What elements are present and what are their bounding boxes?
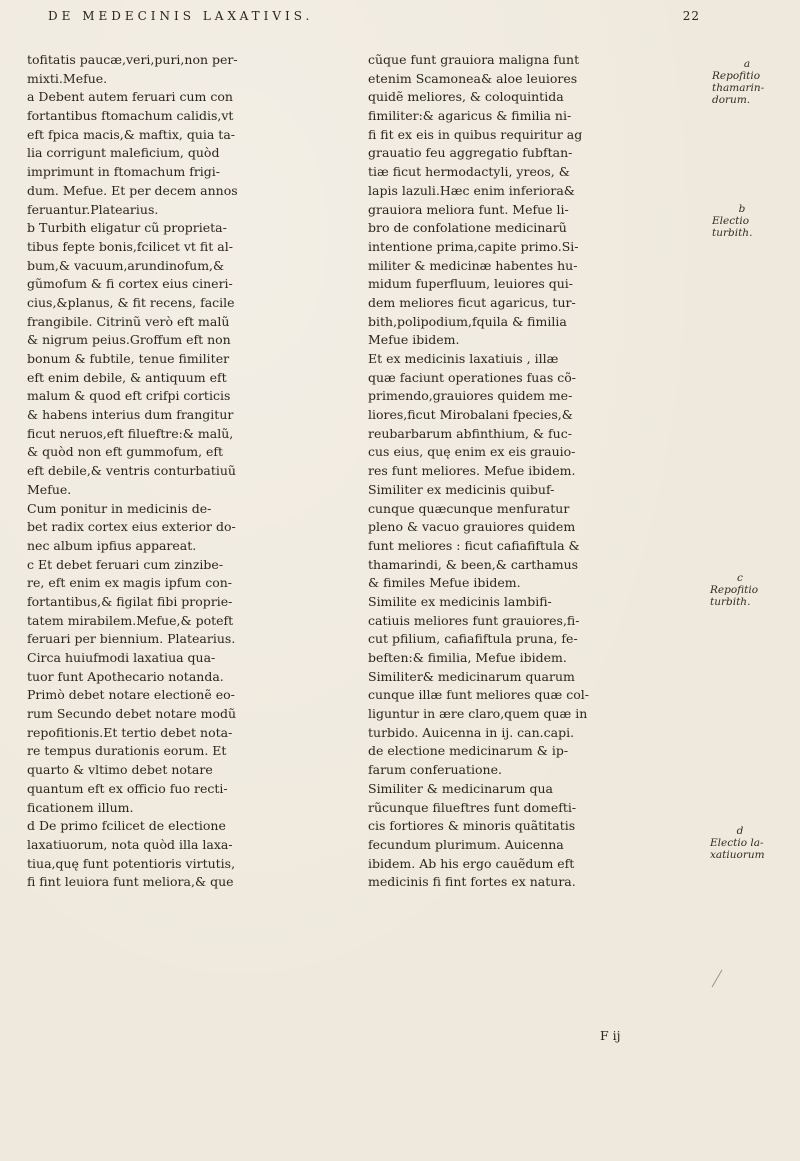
- left-column-line: tiua,quę funt potentioris virtutis,: [27, 855, 236, 871]
- right-column-line: liguntur in ære claro,quem quæ in: [368, 706, 588, 722]
- left-column-line: fortantibus,& figilat fibi proprie-: [27, 593, 233, 609]
- right-column-line: turbido. Auicenna in ij. can.capi.: [368, 724, 575, 740]
- left-column-line: ficationem illum.: [27, 799, 134, 815]
- margin-line: Repofitio: [712, 70, 761, 82]
- left-column-line: Mefue.: [27, 481, 72, 497]
- margin-note-d: [710, 825, 770, 861]
- left-column-line: mixti.Mefue.: [27, 70, 108, 86]
- right-column-line: dem meliores ficut agaricus, tur-: [368, 294, 576, 310]
- left-column-line: quantum eft ex officio fuo recti-: [27, 780, 228, 796]
- left-text-column: [27, 51, 353, 892]
- margin-letter: b: [738, 203, 746, 215]
- right-column-line: cũque funt grauiora maligna funt: [368, 52, 580, 67]
- left-column-line: bum,& vacuum,arundinofum,&: [27, 257, 225, 273]
- left-column-line: feruari per biennium. Platearius.: [27, 631, 236, 647]
- right-column-line: fimiliter:& agaricus & fimilia ni-: [368, 108, 572, 124]
- right-column-line: tiæ ficut hermodactyli, yreos, &: [368, 164, 570, 180]
- left-column-line: bet radix cortex eius exterior do-: [27, 519, 236, 535]
- left-column-line: feruantur.Platearius.: [27, 201, 159, 217]
- right-column-line: quæ faciunt operationes fuas cõ-: [368, 369, 576, 385]
- left-column-line: malum & quod eft crifpi corticis: [27, 388, 231, 404]
- left-column-line: re, eft enim ex magis ipfum con-: [27, 575, 233, 591]
- right-column-line: cus eius, quę enim ex eis grauio-: [368, 444, 576, 460]
- margin-line: dorum.: [712, 94, 751, 106]
- right-column-line: grauiora meliora funt. Mefue li-: [368, 201, 569, 217]
- right-column-line: cut pfilium, cafiafiftula pruna, fe-: [368, 631, 578, 647]
- left-column-line: rum Secundo debet notare modũ: [27, 706, 237, 722]
- left-column-line: a Debent autem feruari cum con: [27, 89, 233, 105]
- right-column-line: ibidem. Ab his ergo cauẽdum eft: [368, 855, 575, 871]
- left-column-line: lia corrigunt maleficium, quòd: [27, 145, 220, 161]
- left-column-line: dum. Mefue. Et per decem annos: [27, 182, 238, 198]
- right-column-line: intentione prima,capite primo.Si-: [368, 238, 579, 254]
- margin-line: Repofitio: [710, 584, 759, 596]
- margin-line: turbith.: [712, 227, 753, 239]
- left-column-line: tatem mirabilem.Mefue,& poteft: [27, 612, 234, 628]
- left-column-line: tofitatis paucæ,veri,puri,non per-: [27, 52, 238, 67]
- right-column-line: funt meliores : ficut cafiafiftula &: [368, 537, 580, 553]
- right-column-line: reubarbarum abfinthium, & fuc-: [368, 425, 572, 441]
- right-column-line: cunque quæcunque menfuratur: [368, 500, 570, 516]
- right-column-line: beften:& fimilia, Mefue ibidem.: [368, 650, 567, 665]
- left-column-line: gũmofum & fi cortex eius cineri-: [27, 276, 233, 292]
- left-column-line: Primò debet notare electionẽ eo-: [27, 687, 235, 703]
- margin-note-b: [712, 203, 772, 239]
- left-column-line: eft debile,& ventris conturbatiuũ: [27, 463, 236, 479]
- left-column-line: Cum ponitur in medicinis de-: [27, 500, 212, 516]
- margin-note-a: [712, 58, 782, 106]
- left-column-line: & habens interius dum frangitur: [27, 407, 234, 423]
- left-column-line: frangibile. Citrinũ verò eft malũ: [27, 313, 230, 329]
- left-column-line: c Et debet feruari cum zinzibe-: [27, 556, 224, 572]
- left-column-line: nec album ipfius appareat.: [27, 537, 197, 553]
- right-column-line: cunque illæ funt meliores quæ col-: [368, 687, 590, 703]
- margin-line: thamarin-: [712, 82, 765, 94]
- margin-line: xatiuorum: [710, 849, 765, 861]
- right-column-line: Similite ex medicinis lambifi-: [368, 593, 552, 609]
- right-column-line: fecundum plurimum. Auicenna: [368, 836, 564, 852]
- margin-line: Electio: [712, 215, 750, 227]
- right-column-line: res funt meliores. Mefue ibidem.: [368, 463, 576, 479]
- right-column-line: Similiter ex medicinis quibuf-: [368, 481, 555, 497]
- left-column-line: d De primo fcilicet de electione: [27, 818, 226, 834]
- left-column-line: tibus fepte bonis,fcilicet vt fit al-: [27, 238, 233, 254]
- right-column-line: quidẽ meliores, & coloquintida: [368, 89, 564, 105]
- right-column-line: etenim Scamonea& aloe leuiores: [368, 70, 578, 86]
- left-column-line: tuor funt Apothecario notanda.: [27, 668, 224, 684]
- right-column-line: grauatio feu aggregatio fubftan-: [368, 145, 573, 161]
- left-column-line: bonum & fubtile, tenue fimiliter: [27, 351, 230, 366]
- right-column-line: Similiter & medicinarum qua: [368, 780, 553, 796]
- left-column-line: repofitionis.Et tertio debet nota-: [27, 724, 233, 740]
- right-column-line: farum conferuatione.: [368, 762, 502, 778]
- right-column-line: rũcunque filueftres funt domefti-: [368, 799, 577, 815]
- right-column-line: catiuis meliores funt grauiores,fi-: [368, 612, 580, 628]
- right-column-line: thamarindi, & been,& carthamus: [368, 556, 579, 572]
- right-column-line: cis fortiores & minoris quãtitatis: [368, 818, 576, 834]
- left-column-line: Circa huiufmodi laxatiua qua-: [27, 650, 216, 665]
- right-column-line: Et ex medicinis laxatiuis , illæ: [368, 351, 559, 366]
- left-column-line: & quòd non eft gummofum, eft: [27, 444, 224, 460]
- right-column-line: fi fit ex eis in quibus requiritur ag: [368, 126, 583, 142]
- left-column-line: laxatiuorum, nota quòd illa laxa-: [27, 836, 233, 852]
- running-title: DE MEDECINIS LAXATIVIS.: [48, 9, 314, 23]
- left-column-line: quarto & vltimo debet notare: [27, 762, 213, 778]
- right-column-line: & fimiles Mefue ibidem.: [368, 575, 521, 591]
- running-header: [20, 5, 720, 27]
- right-column-line: midum fuperfluum, leuiores qui-: [368, 276, 574, 292]
- left-column-line: eft enim debile, & antiquum eft: [27, 369, 227, 385]
- left-column-line: eft fpica macis,& maftix, quia ta-: [27, 126, 235, 142]
- margin-letter: a: [743, 58, 751, 70]
- left-column-line: re tempus durationis eorum. Et: [27, 743, 227, 759]
- left-column-line: cius,&planus, & fit recens, facile: [27, 294, 235, 310]
- left-column-line: fortantibus ftomachum calidis,vt: [27, 108, 234, 124]
- margin-letter: c: [737, 572, 743, 584]
- left-column-line: b Turbith eligatur cũ proprieta-: [27, 220, 227, 236]
- left-column-line: & nigrum peius.Groffum eft non: [27, 332, 231, 348]
- margin-letter: d: [736, 825, 744, 837]
- right-column-line: pleno & vacuo grauiores quidem: [368, 519, 576, 535]
- left-column-line: fi fint leuiora funt meliora,& que: [27, 874, 234, 890]
- margin-line: turbith.: [710, 596, 751, 608]
- right-column-line: bith,polipodium,fquila & fimilia: [368, 313, 567, 329]
- left-column-line: imprimunt in ftomachum frigi-: [27, 164, 221, 180]
- right-column-line: Mefue ibidem.: [368, 332, 460, 348]
- right-column-line: lapis lazuli.Hæc enim inferiora&: [368, 182, 575, 198]
- left-column-line: ficut neruos,eft filueftre:& malũ,: [27, 425, 234, 441]
- right-column-line: primendo,grauiores quidem me-: [368, 388, 573, 404]
- right-column-line: Similiter& medicinarum quarum: [368, 668, 575, 684]
- right-column-line: bro de confolatione medicinarũ: [368, 220, 567, 236]
- right-column-line: de electione medicinarum & ip-: [368, 743, 569, 759]
- page-number: 22: [682, 9, 700, 23]
- margin-note-c: [710, 572, 770, 608]
- right-column-line: liores,ficut Mirobalani fpecies,&: [368, 407, 573, 423]
- margin-line: Electio la-: [710, 837, 764, 849]
- right-column-line: militer & medicinæ habentes hu-: [368, 257, 578, 273]
- right-text-column: [368, 51, 700, 892]
- margin-stroke: [712, 970, 723, 988]
- right-column-line: medicinis fi fint fortes ex natura.: [368, 874, 576, 890]
- catchword: F ij: [600, 1028, 621, 1043]
